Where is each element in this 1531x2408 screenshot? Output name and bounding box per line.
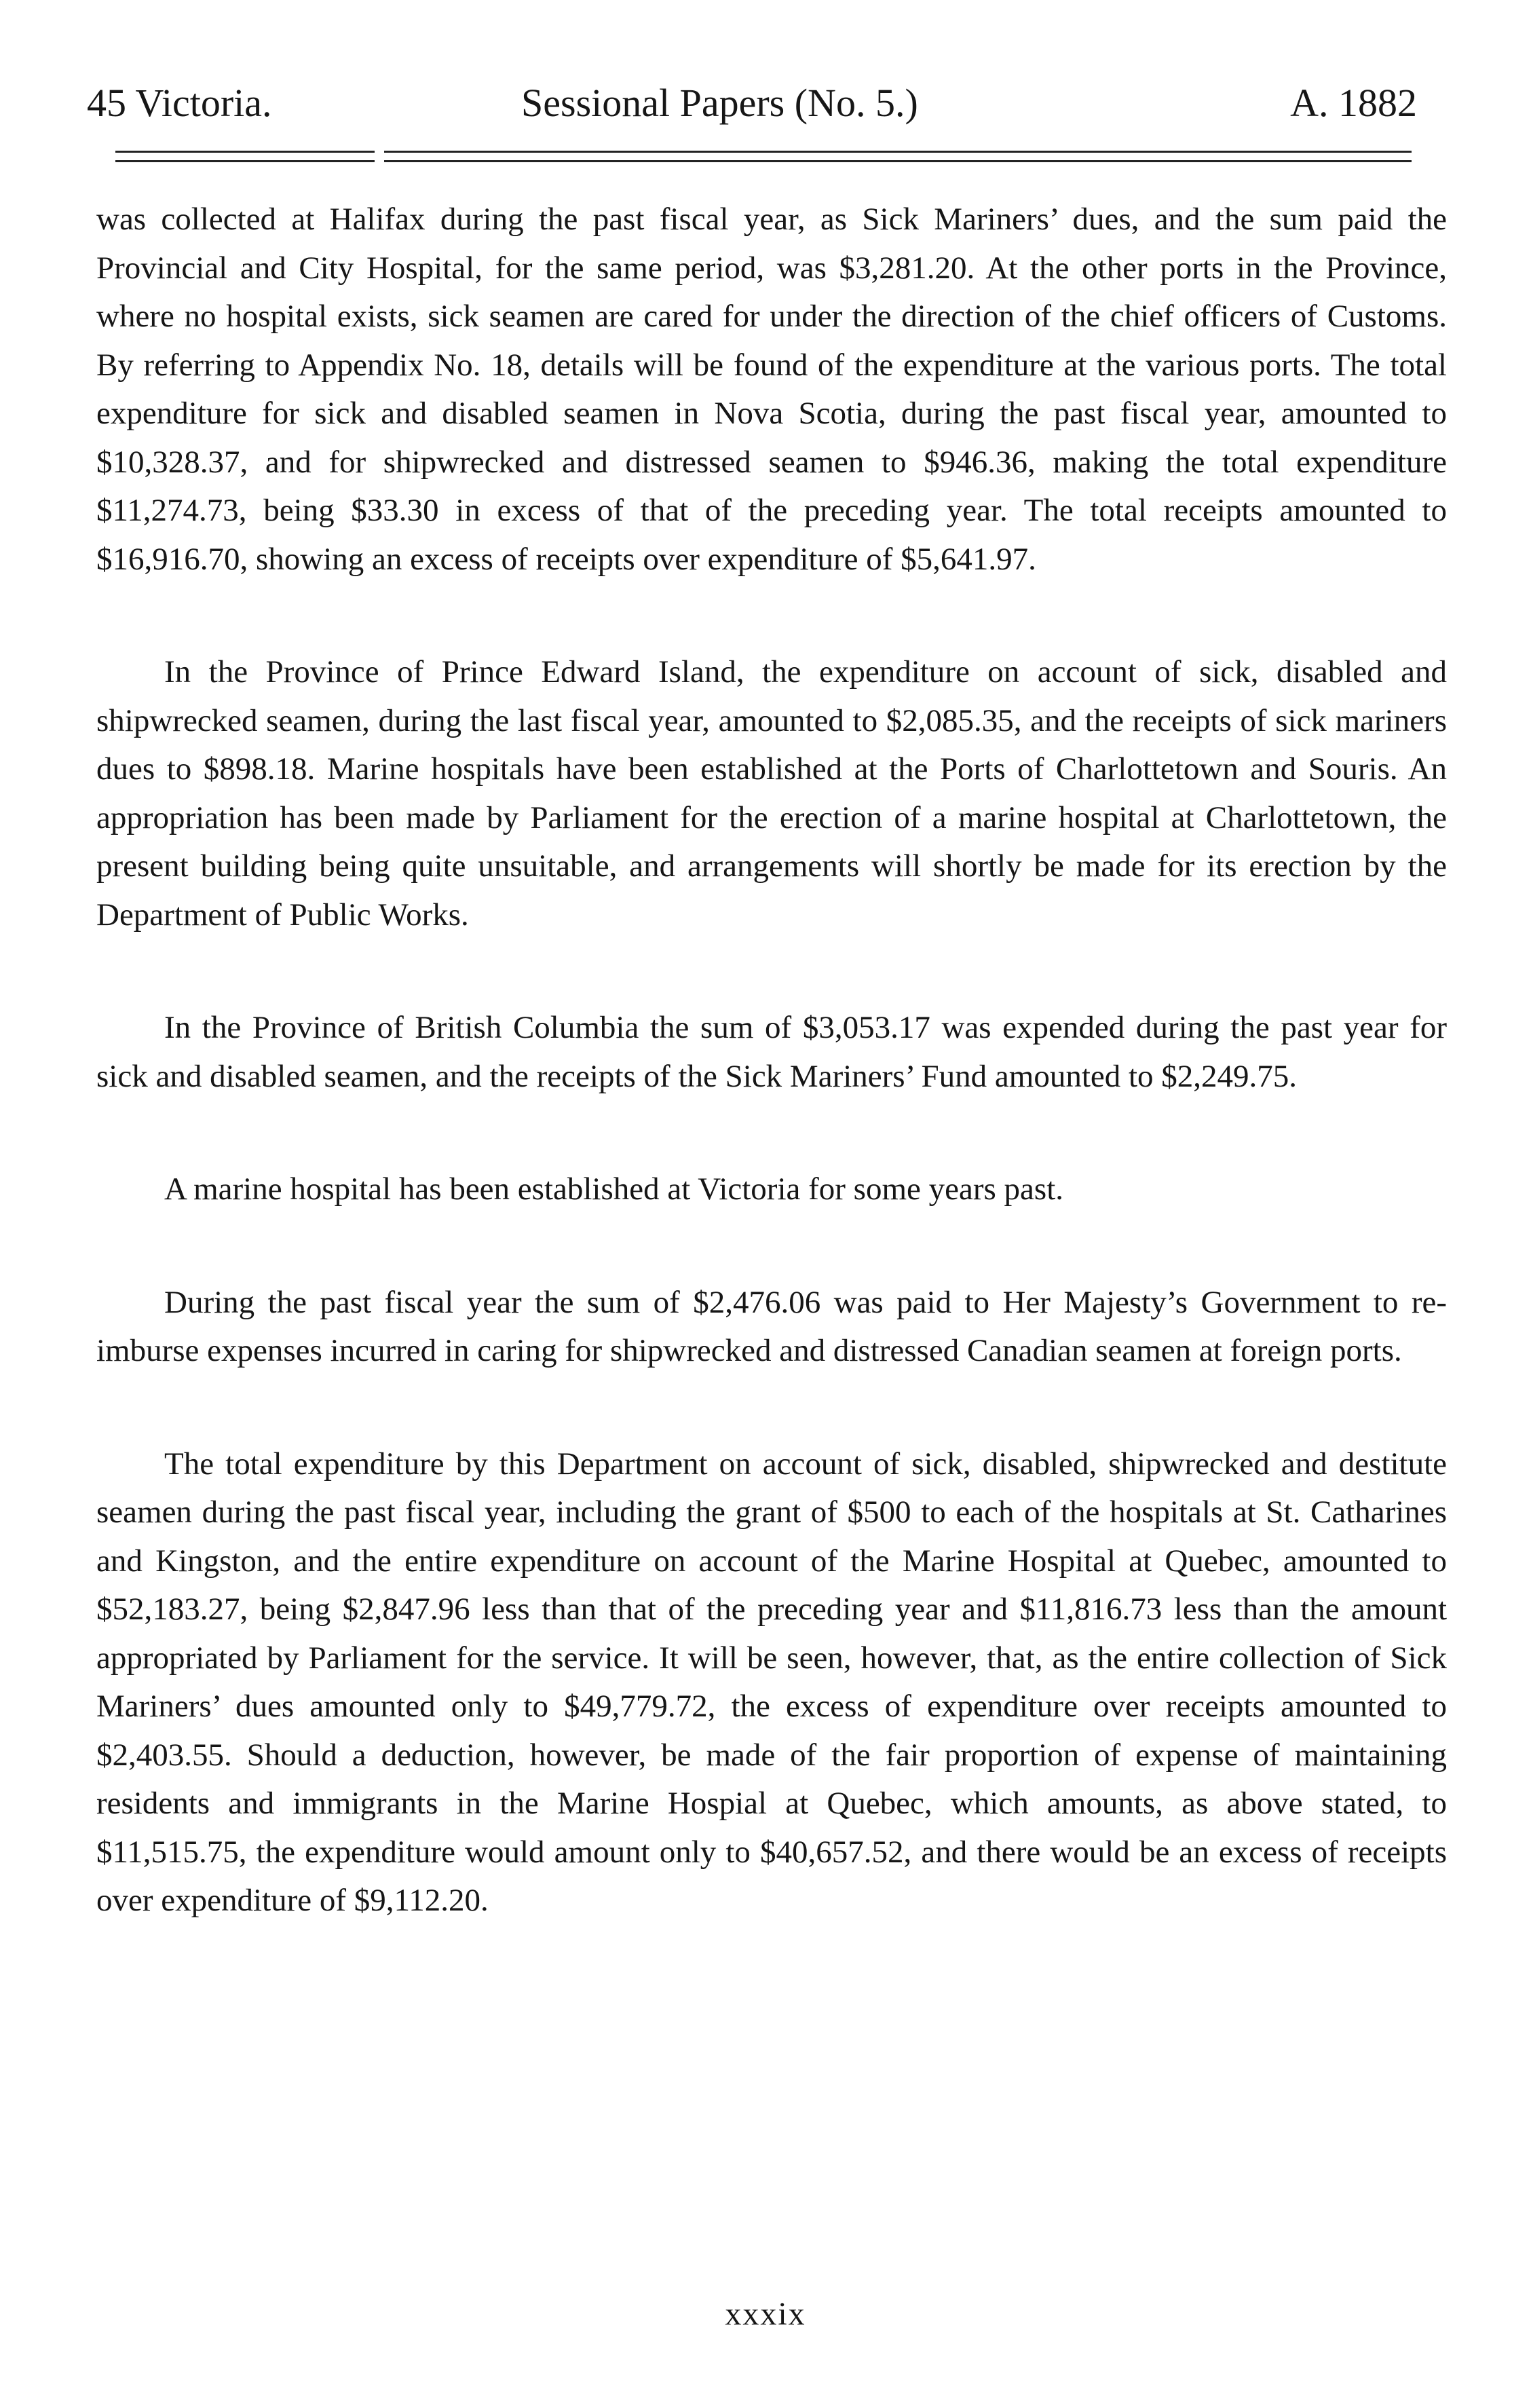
page-number: xxxix: [725, 2296, 806, 2332]
paragraph-victoria-hospital: A marine hospital has been established at Victoria for some years past.: [164, 1171, 1063, 1207]
header-rule-bottom: [115, 160, 1412, 162]
paragraph-total-expenditure: The total expenditure by this Department on account of sick, disabled, shipwrecked and destitute seamen during the past fiscal year, including the grant of $500 to each of the hospitals at St. Catharines and Kingston, and the entire expenditure on account of the Marine Hospital at Quebec, amounted to $52,183.27, being $2,847.96 less than that of the preceding year and $11,816.73 less than the amount appropriated by Parliament for the service. It will be seen, however, that, as the entire collection of Sick Mariners’ dues amounted only to $49,779.72, the excess of expenditure over receipts amounted to $2,403.55. Should a deduction, however, be made of the fair proportion of expense of maintaining residents and immigrants in the Marine Hospial at Quebec, which amounts, as above stated, to $11,515.75, the expenditure would amount only to $40,657.52, and there would be an excess of receipts over expenditure of $9,112.20.: [96, 1446, 1447, 1918]
paragraph-british-columbia: In the Province of British Columbia the sum of $3,053.17 was expended during the past year for sick and disabled seamen, and the receipts of the Sick Mariners’ Fund amounted to $2,249.75.: [96, 1010, 1447, 1094]
running-header: [87, 76, 1417, 130]
body-text: [96, 195, 1447, 1925]
header-regnal-year: 45 Victoria.: [87, 81, 272, 125]
header-rule-top: [115, 151, 1412, 153]
paragraph-nova-scotia: was collected at Halifax during the past fiscal year, as Sick Mariners’ dues, and the sum paid the Provincial and City Hospital, for the same period, was $3,281.20. At the other ports in the Province, where no hospital exists, sick seamen are cared for under the direction of the chief officers of Customs. By referring to Appendix No. 18, details will be found of the expenditure at the various ports. The total expenditure for sick and disabled seamen in Nova Scotia, during the past fiscal year, amounted to $10,328.37, and for shipwrecked and distressed seamen to $946.36, making the total expenditure $11,274.73, being $33.30 in excess of that of the preceding year. The total receipts amounted to $16,916.70, showing an excess of receipts over expenditure of $5,641.97.: [96, 202, 1447, 577]
header-rule-break: [375, 147, 384, 166]
header-series-title: Sessional Papers (No. 5.): [521, 81, 918, 125]
paragraph-foreign-ports: During the past fiscal year the sum of $2,476.06 was paid to Her Majesty’s Government to re-imburse expenses incurred in caring for shipwrecked and distressed Canadian seamen at foreign ports.: [96, 1284, 1447, 1368]
paragraph-prince-edward-island: In the Province of Prince Edward Island, the expenditure on account of sick, disabled and shipwrecked seamen, during the last fiscal year, amounted to $2,085.35, and the receipts of sick mariners dues to $898.18. Marine hospitals have been established at the Ports of Charlottetown and Souris. An appropriation has been made by Parliament for the erection of a marine hospital at Charlottetown, the present building being quite unsuitable, and arrangements will shortly be made for its erection by the Department of Public Works.: [96, 654, 1447, 933]
header-year: A. 1882: [1290, 81, 1417, 125]
